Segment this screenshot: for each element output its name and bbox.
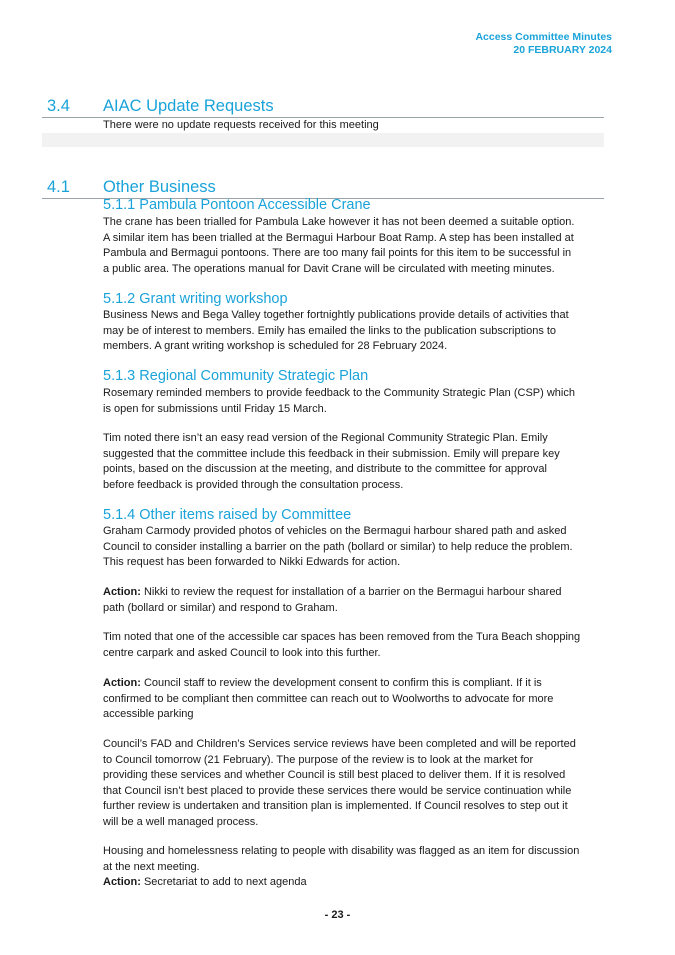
subsection-5-1-1-title: 5.1.1 Pambula Pontoon Accessible Crane xyxy=(103,197,371,213)
subsection-5-1-3-para-1 xyxy=(103,386,608,417)
text-line: will be a well managed process. xyxy=(103,815,259,828)
text-line: points, based on the discussion at the meeting, and distribute to the committee for approval xyxy=(103,463,547,475)
section-3-4-heading xyxy=(42,96,604,118)
header-title: Access Committee Minutes xyxy=(475,31,612,43)
text-line xyxy=(103,875,608,891)
section-3-4-body: There were no update requests received for this meeting xyxy=(103,119,379,131)
section-title: Other Business xyxy=(103,178,216,196)
text-line: Graham Carmody provided photos of vehicles on the Bermagui harbour shared path and asked xyxy=(103,525,567,537)
text-line: A similar item has been trialled at the Bermagui Harbour Boat Ramp. A step has been installed at xyxy=(103,231,574,244)
document-header xyxy=(475,31,612,57)
section-4-1-heading xyxy=(42,177,604,199)
text-line: suggested that the committee include this feedback in their submission. Emily will prepare key xyxy=(103,447,560,460)
subsection-5-1-3-title: 5.1.3 Regional Community Strategic Plan xyxy=(103,368,369,384)
text-line: further review is undertaken and transition plan is implemented. If Council resolves to step out it xyxy=(103,800,568,812)
text-line: providing these services and whether Council is still best placed to deliver them. If it is resolved xyxy=(103,769,566,781)
text-line: This request has been forwarded to Nikki Edwards for action. xyxy=(103,556,401,568)
text-line: that Council isn’t best placed to provide these services there would be service continuation while xyxy=(103,784,572,797)
subsection-5-1-4-para-3 xyxy=(103,737,608,830)
shaded-row xyxy=(42,133,604,147)
text-line: is open for submissions until Friday 15 March. xyxy=(103,402,327,415)
text-line: a public area. The operations manual for Davit Crane will be circulated with meeting minutes. xyxy=(103,262,555,275)
text-line: Business News and Bega Valley together fortnightly publications provide details of activities that xyxy=(103,309,569,321)
text-line: Housing and homelessness relating to people with disability was flagged as an item for discussion xyxy=(103,845,580,857)
text-line: path (bollard or similar) and respond to Graham. xyxy=(103,601,338,614)
action-item-2 xyxy=(103,676,608,723)
text-line: confirmed to be compliant then committee can reach out to Woolworths to advocate for more xyxy=(103,692,554,705)
text-line: members. A grant writing workshop is scheduled for 28 February 2024. xyxy=(103,340,448,352)
section-title: AIAC Update Requests xyxy=(103,97,274,115)
subsection-5-1-4-para-2 xyxy=(103,630,608,661)
action-label: Action: xyxy=(103,586,141,598)
subsection-5-1-3-para-2 xyxy=(103,431,608,493)
text-line xyxy=(103,676,608,692)
action-label: Action: xyxy=(103,876,141,888)
text-line: to Council tomorrow (21 February). The purpose of the review is to look at the market for xyxy=(103,753,534,766)
text-line: Council’s FAD and Children’s Services service reviews have been completed and will be reported xyxy=(103,738,576,750)
action-text: Nikki to review the request for installation of a barrier on the Bermagui harbour shared xyxy=(140,586,562,598)
action-text: Secretariat to add to next agenda xyxy=(140,876,307,888)
action-text: Council staff to review the development consent to confirm this is compliant. If it is xyxy=(140,677,542,689)
text-line: centre carpark and asked Council to look into this further. xyxy=(103,646,381,659)
text-line xyxy=(103,585,608,601)
section-number: 3.4 xyxy=(47,97,70,115)
text-line: Pambula and Bermagui pontoons. There are too many fail points for this item to be successful in xyxy=(103,247,572,259)
action-label: Action: xyxy=(103,677,141,689)
text-line: at the next meeting. xyxy=(103,860,200,873)
section-number: 4.1 xyxy=(47,178,70,196)
text-line: before feedback is provided through the consultation process. xyxy=(103,478,404,491)
subsection-5-1-2-title: 5.1.2 Grant writing workshop xyxy=(103,291,288,307)
subsection-5-1-4-title: 5.1.4 Other items raised by Committee xyxy=(103,507,352,523)
page-number: - 23 - xyxy=(324,909,351,921)
header-date: 20 FEBRUARY 2024 xyxy=(513,44,612,56)
subsection-5-1-4-para-4 xyxy=(103,844,608,891)
text-line: accessible parking xyxy=(103,708,194,720)
action-item-1 xyxy=(103,585,608,616)
subsection-5-1-4-para-1 xyxy=(103,524,608,571)
text-line: Tim noted that one of the accessible car spaces has been removed from the Tura Beach shopping xyxy=(103,631,581,643)
text-line: Council to consider installing a barrier on the path (bollard or similar) to help reduce the problem. xyxy=(103,540,573,553)
text-line: may be of interest to members. Emily has emailed the links to the publication subscriptions to xyxy=(103,324,557,337)
text-line: The crane has been trialled for Pambula Lake however it has not been deemed a suitable option. xyxy=(103,216,575,228)
subsection-5-1-1-body xyxy=(103,215,608,277)
text-line: Tim noted there isn’t an easy read version of the Regional Community Strategic Plan. Emily xyxy=(103,432,548,444)
text-line: Rosemary reminded members to provide feedback to the Community Strategic Plan (CSP) which xyxy=(103,387,575,399)
subsection-5-1-2-body xyxy=(103,308,608,355)
